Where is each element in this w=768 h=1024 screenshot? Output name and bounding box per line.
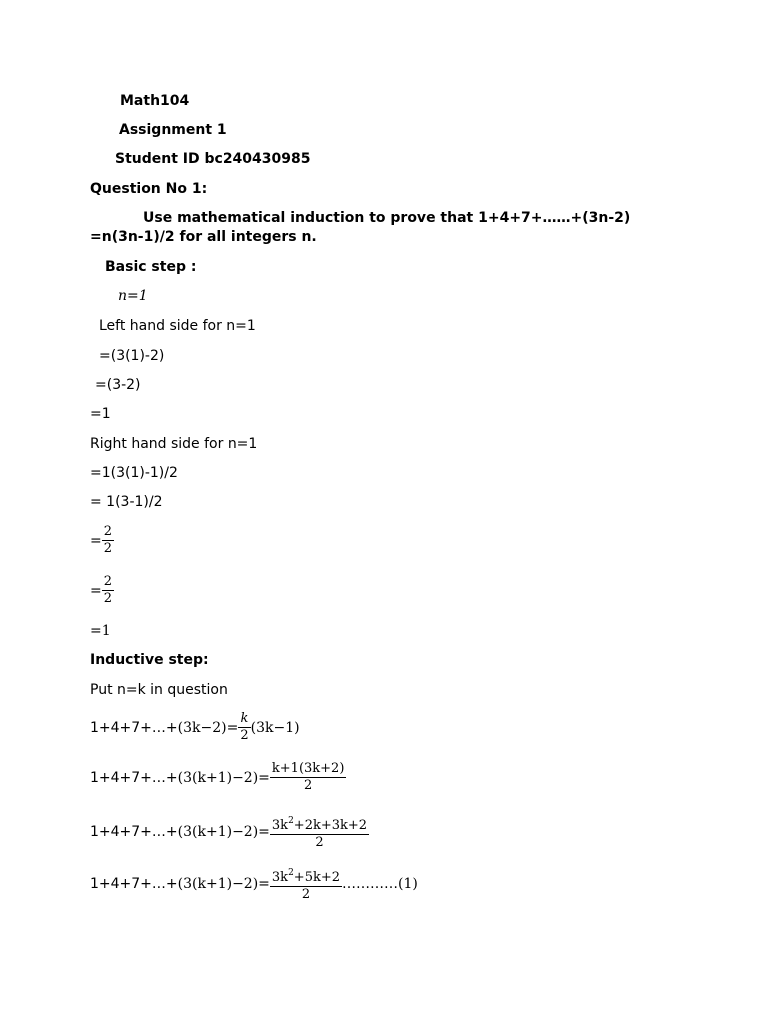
- equation-4: 1+4+7+…+ (3(k+1)−2) = $\frac{3k^2+5k+2}{2}$ ………… (1): [90, 865, 418, 903]
- basic-step-n-value: n=1: [118, 288, 148, 304]
- inductive-step-intro: Put n=k in question: [90, 682, 228, 698]
- lhs-step-3: =1: [90, 406, 111, 422]
- inductive-step-heading: Inductive step:: [90, 652, 209, 668]
- assignment-title: Assignment 1: [119, 122, 227, 138]
- rhs-final: =1: [90, 623, 111, 639]
- rhs-fraction-1: = $\frac{2}{2}$: [90, 524, 113, 556]
- fraction: $\frac{k+1(3k+2)}{2}$: [271, 761, 345, 793]
- leader-dots: …………: [342, 876, 399, 892]
- fraction: $\frac{2}{2}$: [103, 524, 113, 556]
- fraction: $\frac{2}{2}$: [103, 574, 113, 606]
- question-prompt-line2: =n(3n-1)/2 for all integers n.: [90, 229, 317, 245]
- fraction: $\frac{3k^2+2k+3k+2}{2}$: [271, 816, 368, 850]
- course-title: Math104: [120, 93, 190, 109]
- question-prompt-line1: Use mathematical induction to prove that 1+4+7+……+(3n-2): [143, 210, 631, 226]
- lhs-step-1: =(3(1)-2): [99, 348, 165, 364]
- rhs-step-2: = 1(3-1)/2: [90, 494, 163, 510]
- lhs-step-2: =(3-2): [95, 377, 141, 393]
- basic-step-heading: Basic step :: [105, 259, 197, 275]
- equation-1: 1+4+7+…+ (3k−2) = $\frac{k}{2}$ (3k−1): [90, 711, 300, 743]
- equation-label: (1): [398, 876, 418, 892]
- rhs-fraction-2: = $\frac{2}{2}$: [90, 574, 113, 606]
- student-id: Student ID bc240430985: [115, 151, 311, 167]
- fraction: $\frac{k}{2}$: [240, 711, 249, 743]
- rhs-step-1: =1(3(1)-1)/2: [90, 465, 178, 481]
- equation-3: 1+4+7+…+ (3(k+1)−2) = $\frac{3k^2+2k+3k+2}{2}$: [90, 813, 369, 851]
- question-heading: Question No 1:: [90, 181, 208, 197]
- fraction: $\frac{3k^2+5k+2}{2}$: [271, 868, 341, 902]
- equation-2: 1+4+7+…+ (3(k+1)−2) = $\frac{k+1(3k+2)}{2}$: [90, 761, 345, 793]
- lhs-label: Left hand side for n=1: [99, 318, 256, 334]
- rhs-label: Right hand side for n=1: [90, 436, 258, 452]
